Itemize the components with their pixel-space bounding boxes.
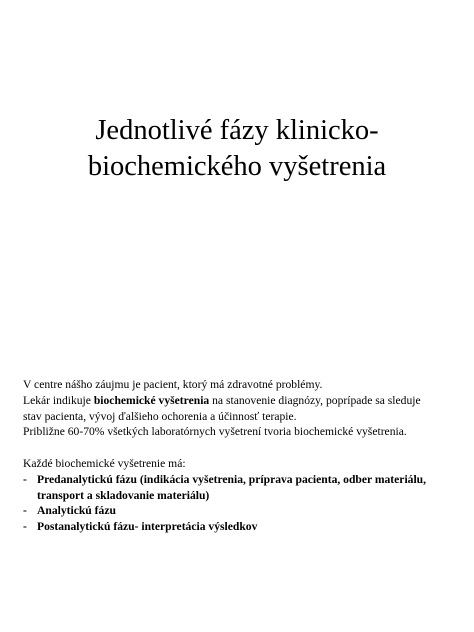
list-item — [23, 519, 463, 535]
intro-line-2-bold: biochemické vyšetrenia — [93, 393, 210, 407]
intro-line-2-pre: Lekár indikuje — [23, 393, 94, 407]
list-dash: - — [23, 472, 27, 486]
page-title — [20, 113, 454, 185]
title-line-1: Jednotlivé fázy klinicko- — [95, 115, 379, 146]
list-item-text: Analytickú fázu — [37, 504, 116, 518]
intro-line-1: V centre nášho záujmu je pacient, ktorý má zdravotné problémy. — [23, 378, 323, 391]
list-item-continuation: transport a skladovanie materiálu) — [37, 488, 210, 502]
intro-line-2 — [23, 393, 463, 409]
list-item-text: Predanalytickú fázu (indikácia vyšetrenia, príprava pacienta, odber materiálu, — [37, 472, 427, 486]
list-item-text: Postanalytickú fázu- interpretácia výsledkov — [37, 520, 258, 534]
body-text — [23, 377, 463, 535]
list-item — [23, 503, 463, 519]
list-dash: - — [23, 504, 27, 518]
intro-line-2-post: na stanovenie diagnózy, poprípade sa sleduje — [209, 393, 421, 407]
intro-line-3: stav pacienta, vývoj ďalšieho ochorenia a účinnosť terapie. — [23, 409, 297, 423]
list-dash: - — [23, 520, 27, 534]
paragraph-spacer — [23, 440, 463, 456]
title-line-2: biochemického vyšetrenia — [87, 151, 387, 182]
list-item — [23, 472, 463, 488]
phases-heading: Každé biochemické vyšetrenie má: — [23, 456, 186, 470]
intro-line-4: Približne 60-70% všetkých laboratórnych vyšetrení tvoria biochemické vyšetrenia. — [23, 425, 407, 439]
